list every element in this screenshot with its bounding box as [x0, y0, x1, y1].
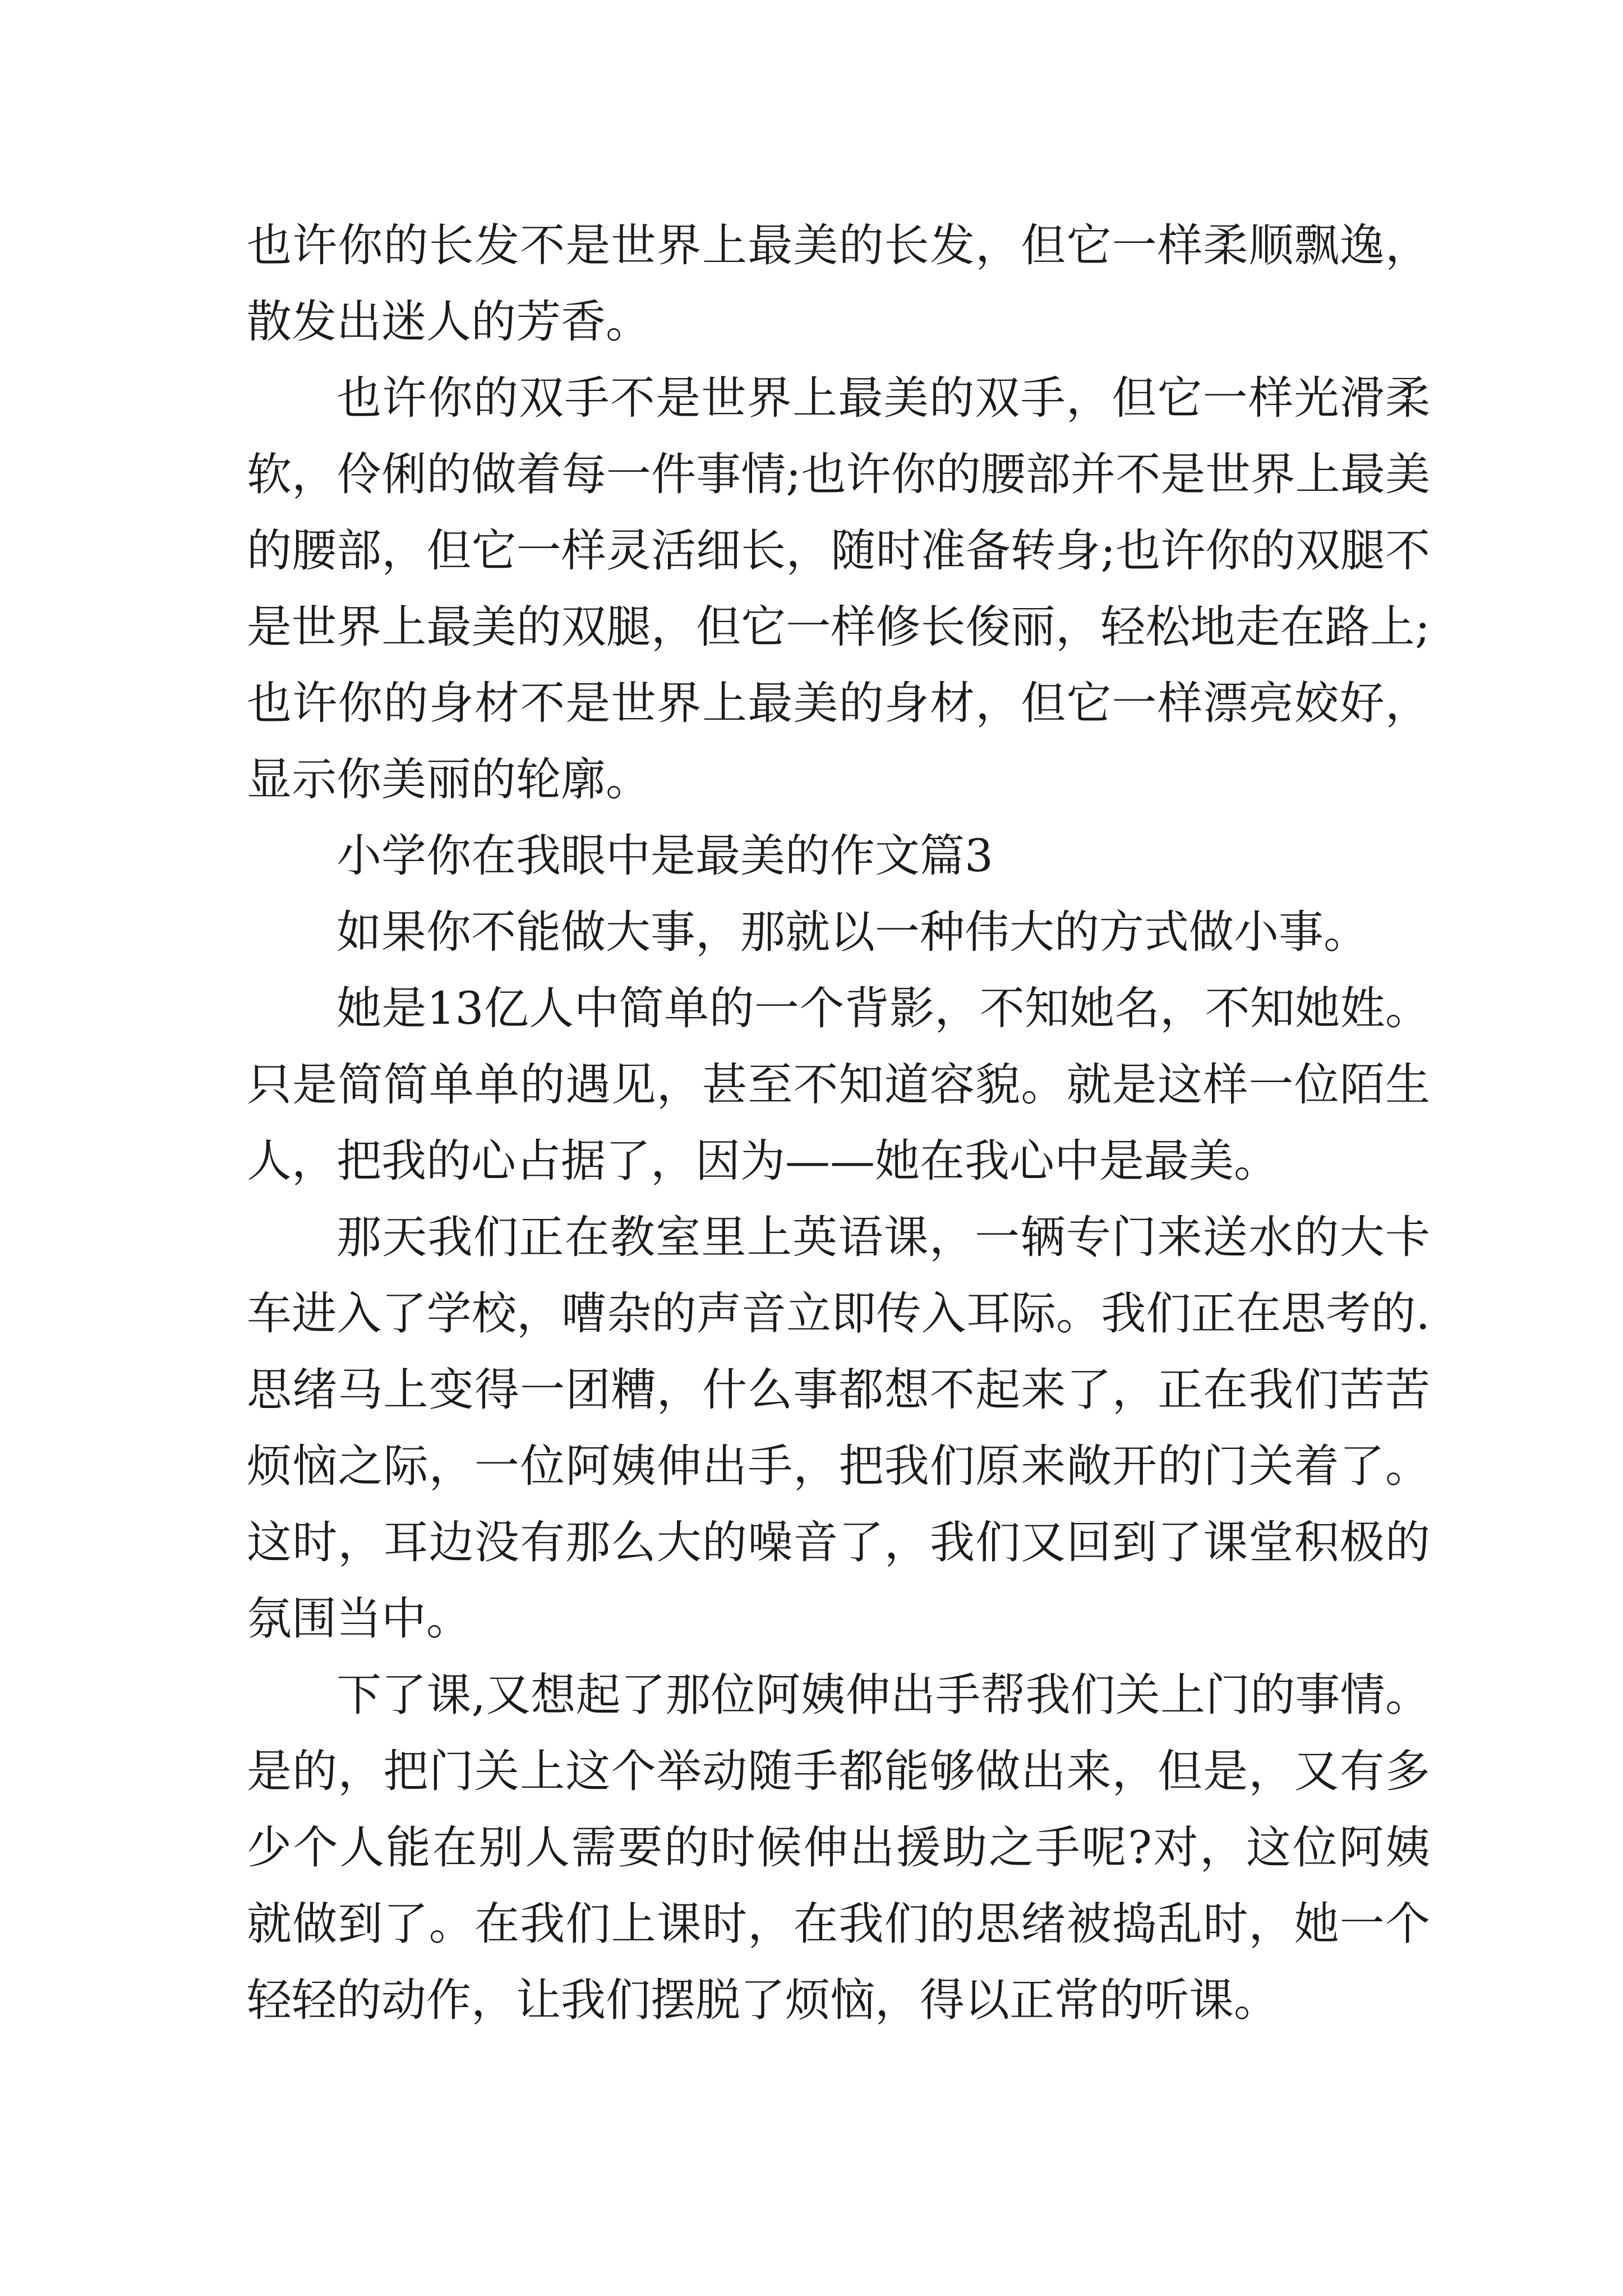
paragraph-5: 那天我们正在教室里上英语课，一辆专门来送水的大卡车进入了学校，嘈杂的声音立即传入耳际。我们正在思考的.思绪马上变得一团糟，什么事都想不起来了，正在我们苦苦烦恼之际，一位阿姨伸出手，把我们原来敞开的门关着了。这时，耳边没有那么大的噪音了，我们又回到了课堂积极的氛围当中。: [247, 1211, 1430, 1645]
section-heading: 小学你在我眼中是最美的作文篇3: [336, 830, 993, 882]
paragraph-4: 她是13亿人中简单的一个背影，不知她名，不知她姓。只是简简单单的遇见，甚至不知道容貌。就是这样一位陌生人，把我的心占据了，因为——她在我心中是最美。: [247, 982, 1430, 1187]
paragraph-3: 如果你不能做大事，那就以一种伟大的方式做小事。: [336, 906, 1368, 958]
paragraph-2: 也许你的双手不是世界上最美的双手，但它一样光滑柔软，伶俐的做着每一件事情;也许你的腰部并不是世界上最美的腰部，但它一样灵活细长，随时准备转身;也许你的双腿不是世界上最美的双腿，但它一样修长俊丽，轻松地走在路上;也许你的身材不是世界上最美的身材，但它一样漂亮姣好，显示你美丽的轮廓。: [247, 372, 1430, 806]
document-page: [247, 208, 1430, 2039]
paragraph-6: 下了课,又想起了那位阿姨伸出手帮我们关上门的事情。是的，把门关上这个举动随手都能够做出来，但是，又有多少个人能在别人需要的时候伸出援助之手呢?对，这位阿姨就做到了。在我们上课时，在我们的思绪被捣乱时，她一个轻轻的动作，让我们摆脱了烦恼，得以正常的听课。: [247, 1669, 1430, 2026]
paragraph-1: 也许你的长发不是世界上最美的长发，但它一样柔顺飘逸，散发出迷人的芳香。: [247, 219, 1430, 348]
